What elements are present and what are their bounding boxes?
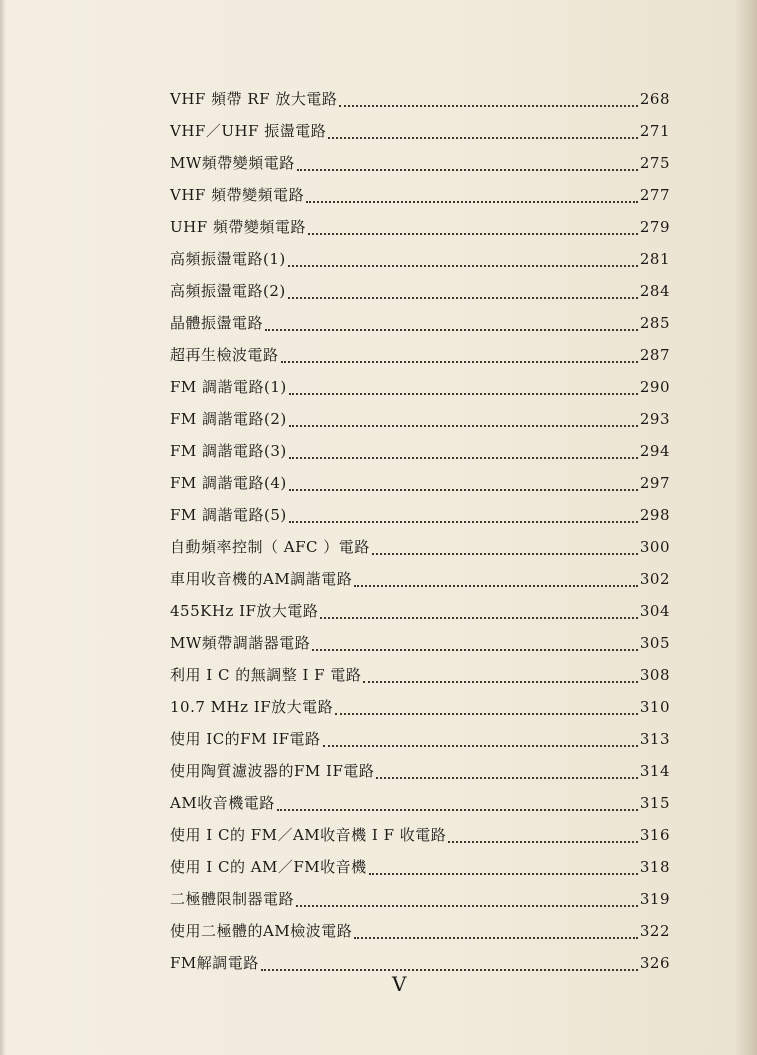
toc-entry-title: 利用 I C 的無調整 I F 電路 [170,666,362,684]
toc-entry [170,920,670,946]
toc-entry [170,120,670,146]
toc-entry-page: 297 [639,474,670,492]
toc-entry [170,280,670,306]
toc-entry-page: 293 [639,410,670,428]
dot-leader [308,232,638,235]
toc-entry-page: 318 [639,858,670,876]
toc-entry [170,440,670,466]
toc-entry [170,472,670,498]
dot-leader [369,872,638,875]
dot-leader [354,936,638,939]
toc-entry-title: FM 調諧電路(3) [170,442,287,460]
toc-entry-title: VHF 頻帶變頻電路 [170,186,305,204]
toc-entry [170,632,670,658]
dot-leader [296,904,638,907]
toc-entry [170,856,670,882]
dot-leader [328,136,638,139]
toc-entry-title: 使用 I C的 FM／AM收音機 I F 收電路 [170,826,447,844]
toc-entry-title: FM解調電路 [170,954,259,972]
toc-entry [170,824,670,850]
toc-entry-page: 302 [639,570,670,588]
dot-leader [339,104,638,107]
toc-entry-page: 310 [639,698,670,716]
toc-entry-title: 超再生檢波電路 [170,346,279,364]
toc-entry [170,664,670,690]
dot-leader [297,168,638,171]
toc-entry-title: FM 調諧電路(4) [170,474,287,492]
dot-leader [281,360,638,363]
toc-entry-title: VHF 頻帶 RF 放大電路 [170,90,338,108]
toc-entry-title: FM 調諧電路(1) [170,378,287,396]
dot-leader [376,776,637,779]
toc-entry [170,248,670,274]
toc-entry-page: 279 [639,218,670,236]
dot-leader [320,616,637,619]
dot-leader [306,200,638,203]
toc-entry [170,952,670,978]
toc-entry [170,216,670,242]
toc-entry [170,376,670,402]
toc-entry-page: 308 [639,666,670,684]
toc-entry-page: 316 [639,826,670,844]
toc-entry [170,344,670,370]
toc-entry [170,760,670,786]
toc-entry-title: 高頻振盪電路(1) [170,250,286,268]
dot-leader [289,456,638,459]
toc-entry-title: AM收音機電路 [170,794,275,812]
toc-entry-page: 326 [639,954,670,972]
dot-leader [289,424,638,427]
toc-entry-title: 使用陶質濾波器的FM IF電路 [170,762,375,780]
toc-entry-page: 271 [639,122,670,140]
toc-entry [170,88,670,114]
toc-entry [170,792,670,818]
dot-leader [261,968,638,971]
toc-entry [170,600,670,626]
toc-entry-page: 285 [639,314,670,332]
toc-entry [170,728,670,754]
toc-entry-title: FM 調諧電路(5) [170,506,287,524]
dot-leader [354,584,638,587]
toc-entry [170,152,670,178]
toc-entry-page: 298 [639,506,670,524]
toc-entry [170,408,670,434]
toc-entry-page: 294 [639,442,670,460]
toc-entry-title: 二極體限制器電路 [170,890,295,908]
toc-entry-title: 晶體振盪電路 [170,314,264,332]
toc-entry-page: 300 [639,538,670,556]
toc-entry [170,696,670,722]
toc-entry [170,184,670,210]
toc-entry-title: MW頻帶調諧器電路 [170,634,311,652]
toc-entry-page: 284 [639,282,670,300]
toc-entry-page: 268 [639,90,670,108]
dot-leader [289,392,638,395]
toc-entry-page: 305 [639,634,670,652]
toc-entry [170,312,670,338]
page-number-roman: V [392,972,407,996]
toc-entry-title: 使用二極體的AM檢波電路 [170,922,353,940]
dot-leader [448,840,638,843]
toc-entry-page: 319 [639,890,670,908]
toc-entry-title: 使用 I C的 AM／FM收音機 [170,858,367,876]
toc-entry-page: 290 [639,378,670,396]
dot-leader [335,712,638,715]
toc-entry-page: 315 [639,794,670,812]
toc-entry-page: 287 [639,346,670,364]
toc-entry-title: 車用收音機的AM調諧電路 [170,570,353,588]
dot-leader [363,680,638,683]
toc-entry-page: 322 [639,922,670,940]
dot-leader [288,296,638,299]
dot-leader [277,808,638,811]
dot-leader [312,648,638,651]
dot-leader [265,328,638,331]
toc-entry-title: MW頻帶變頻電路 [170,154,295,172]
toc-entry-title: FM 調諧電路(2) [170,410,287,428]
toc-entry-title: 使用 IC的FM IF電路 [170,730,321,748]
toc-entry [170,536,670,562]
dot-leader [289,488,638,491]
toc-entry-page: 275 [639,154,670,172]
toc-entry-page: 314 [639,762,670,780]
toc-entry-title: UHF 頻帶變頻電路 [170,218,306,236]
toc-entry-title: 高頻振盪電路(2) [170,282,286,300]
toc-entry-title: 自動頻率控制（ AFC ）電路 [170,538,370,556]
toc-entry-page: 313 [639,730,670,748]
toc-entry [170,568,670,594]
toc-entry-page: 304 [639,602,670,620]
dot-leader [289,520,638,523]
toc-entry-title: VHF／UHF 振盪電路 [170,122,327,140]
toc-entry [170,504,670,530]
dot-leader [372,552,638,555]
toc-entry-page: 281 [639,250,670,268]
dot-leader [288,264,638,267]
toc-entry-title: 455KHz IF放大電路 [170,602,319,620]
toc-entry-page: 277 [639,186,670,204]
dot-leader [323,744,638,747]
toc-entry [170,888,670,914]
toc-entry-title: 10.7 MHz IF放大電路 [170,698,334,716]
